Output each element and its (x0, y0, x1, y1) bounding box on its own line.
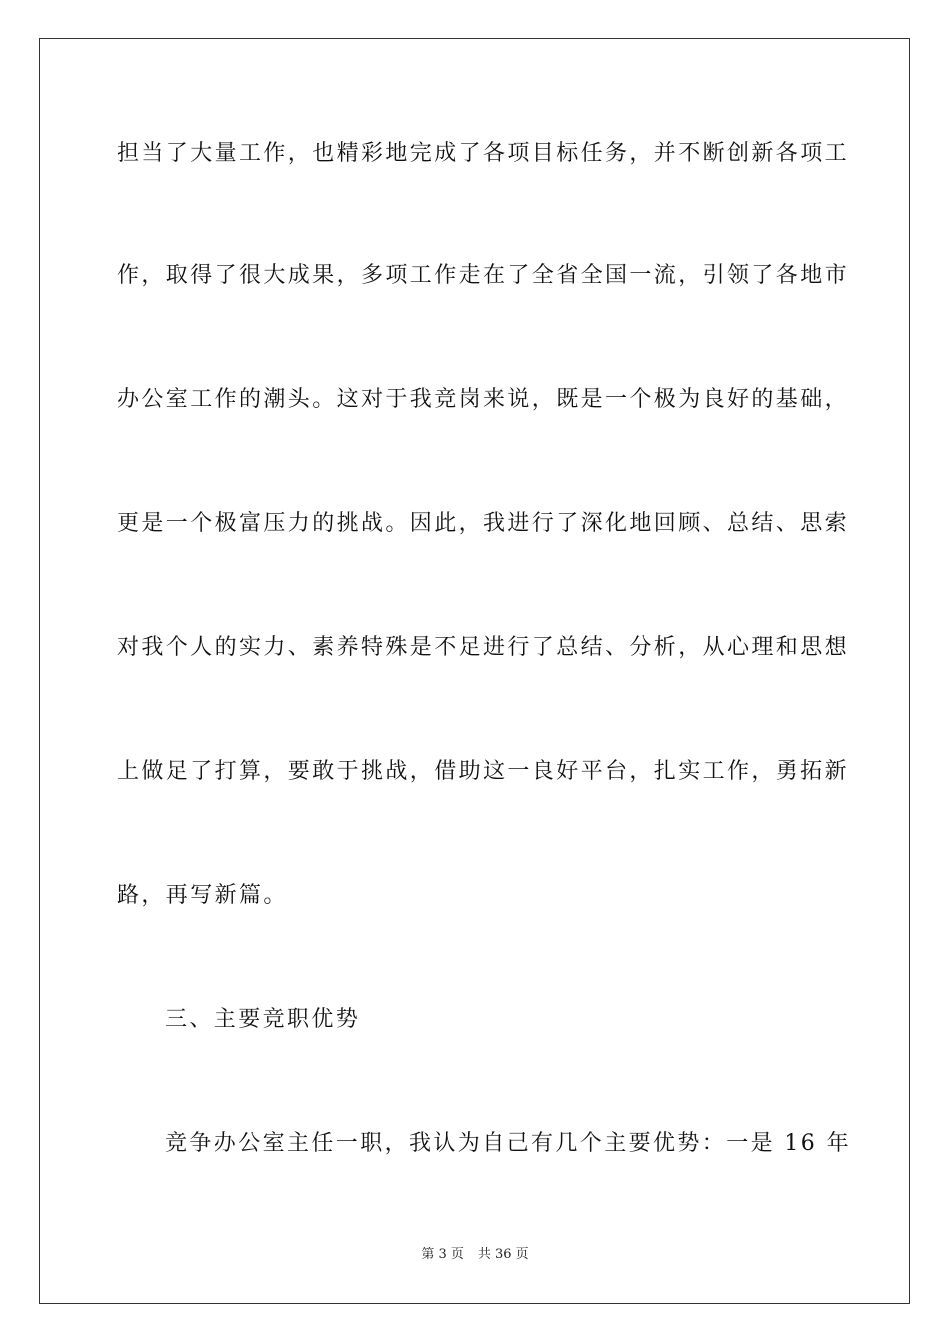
body-text-line: 对我个人的实力、素养特殊是不足进行了总结、分析，从心理和思想 (117, 635, 850, 660)
body-text-line: 上做足了打算，要敢于挑战，借助这一良好平台，扎实工作，勇拓新 (117, 759, 850, 784)
total-pages: 共 36 页 (477, 1247, 529, 1262)
page-border (39, 38, 910, 1304)
section-heading: 三、主要竞职优势 (165, 1007, 361, 1032)
body-text-line: 更是一个极富压力的挑战。因此，我进行了深化地回顾、总结、思索 (117, 511, 850, 536)
page-footer (0, 1246, 950, 1264)
page-number: 第 3 页 (421, 1247, 464, 1262)
body-text-line: 路，再写新篇。 (117, 883, 288, 908)
body-text-line: 竞争办公室主任一职，我认为自己有几个主要优势：一是 16 年 (165, 1131, 851, 1156)
body-text-line: 担当了大量工作，也精彩地完成了各项目标任务，并不断创新各项工 (117, 141, 850, 166)
body-text-line: 办公室工作的潮头。这对于我竞岗来说，既是一个极为良好的基础， (117, 387, 850, 412)
body-text-line: 作，取得了很大成果，多项工作走在了全省全国一流，引领了各地市 (117, 263, 850, 288)
